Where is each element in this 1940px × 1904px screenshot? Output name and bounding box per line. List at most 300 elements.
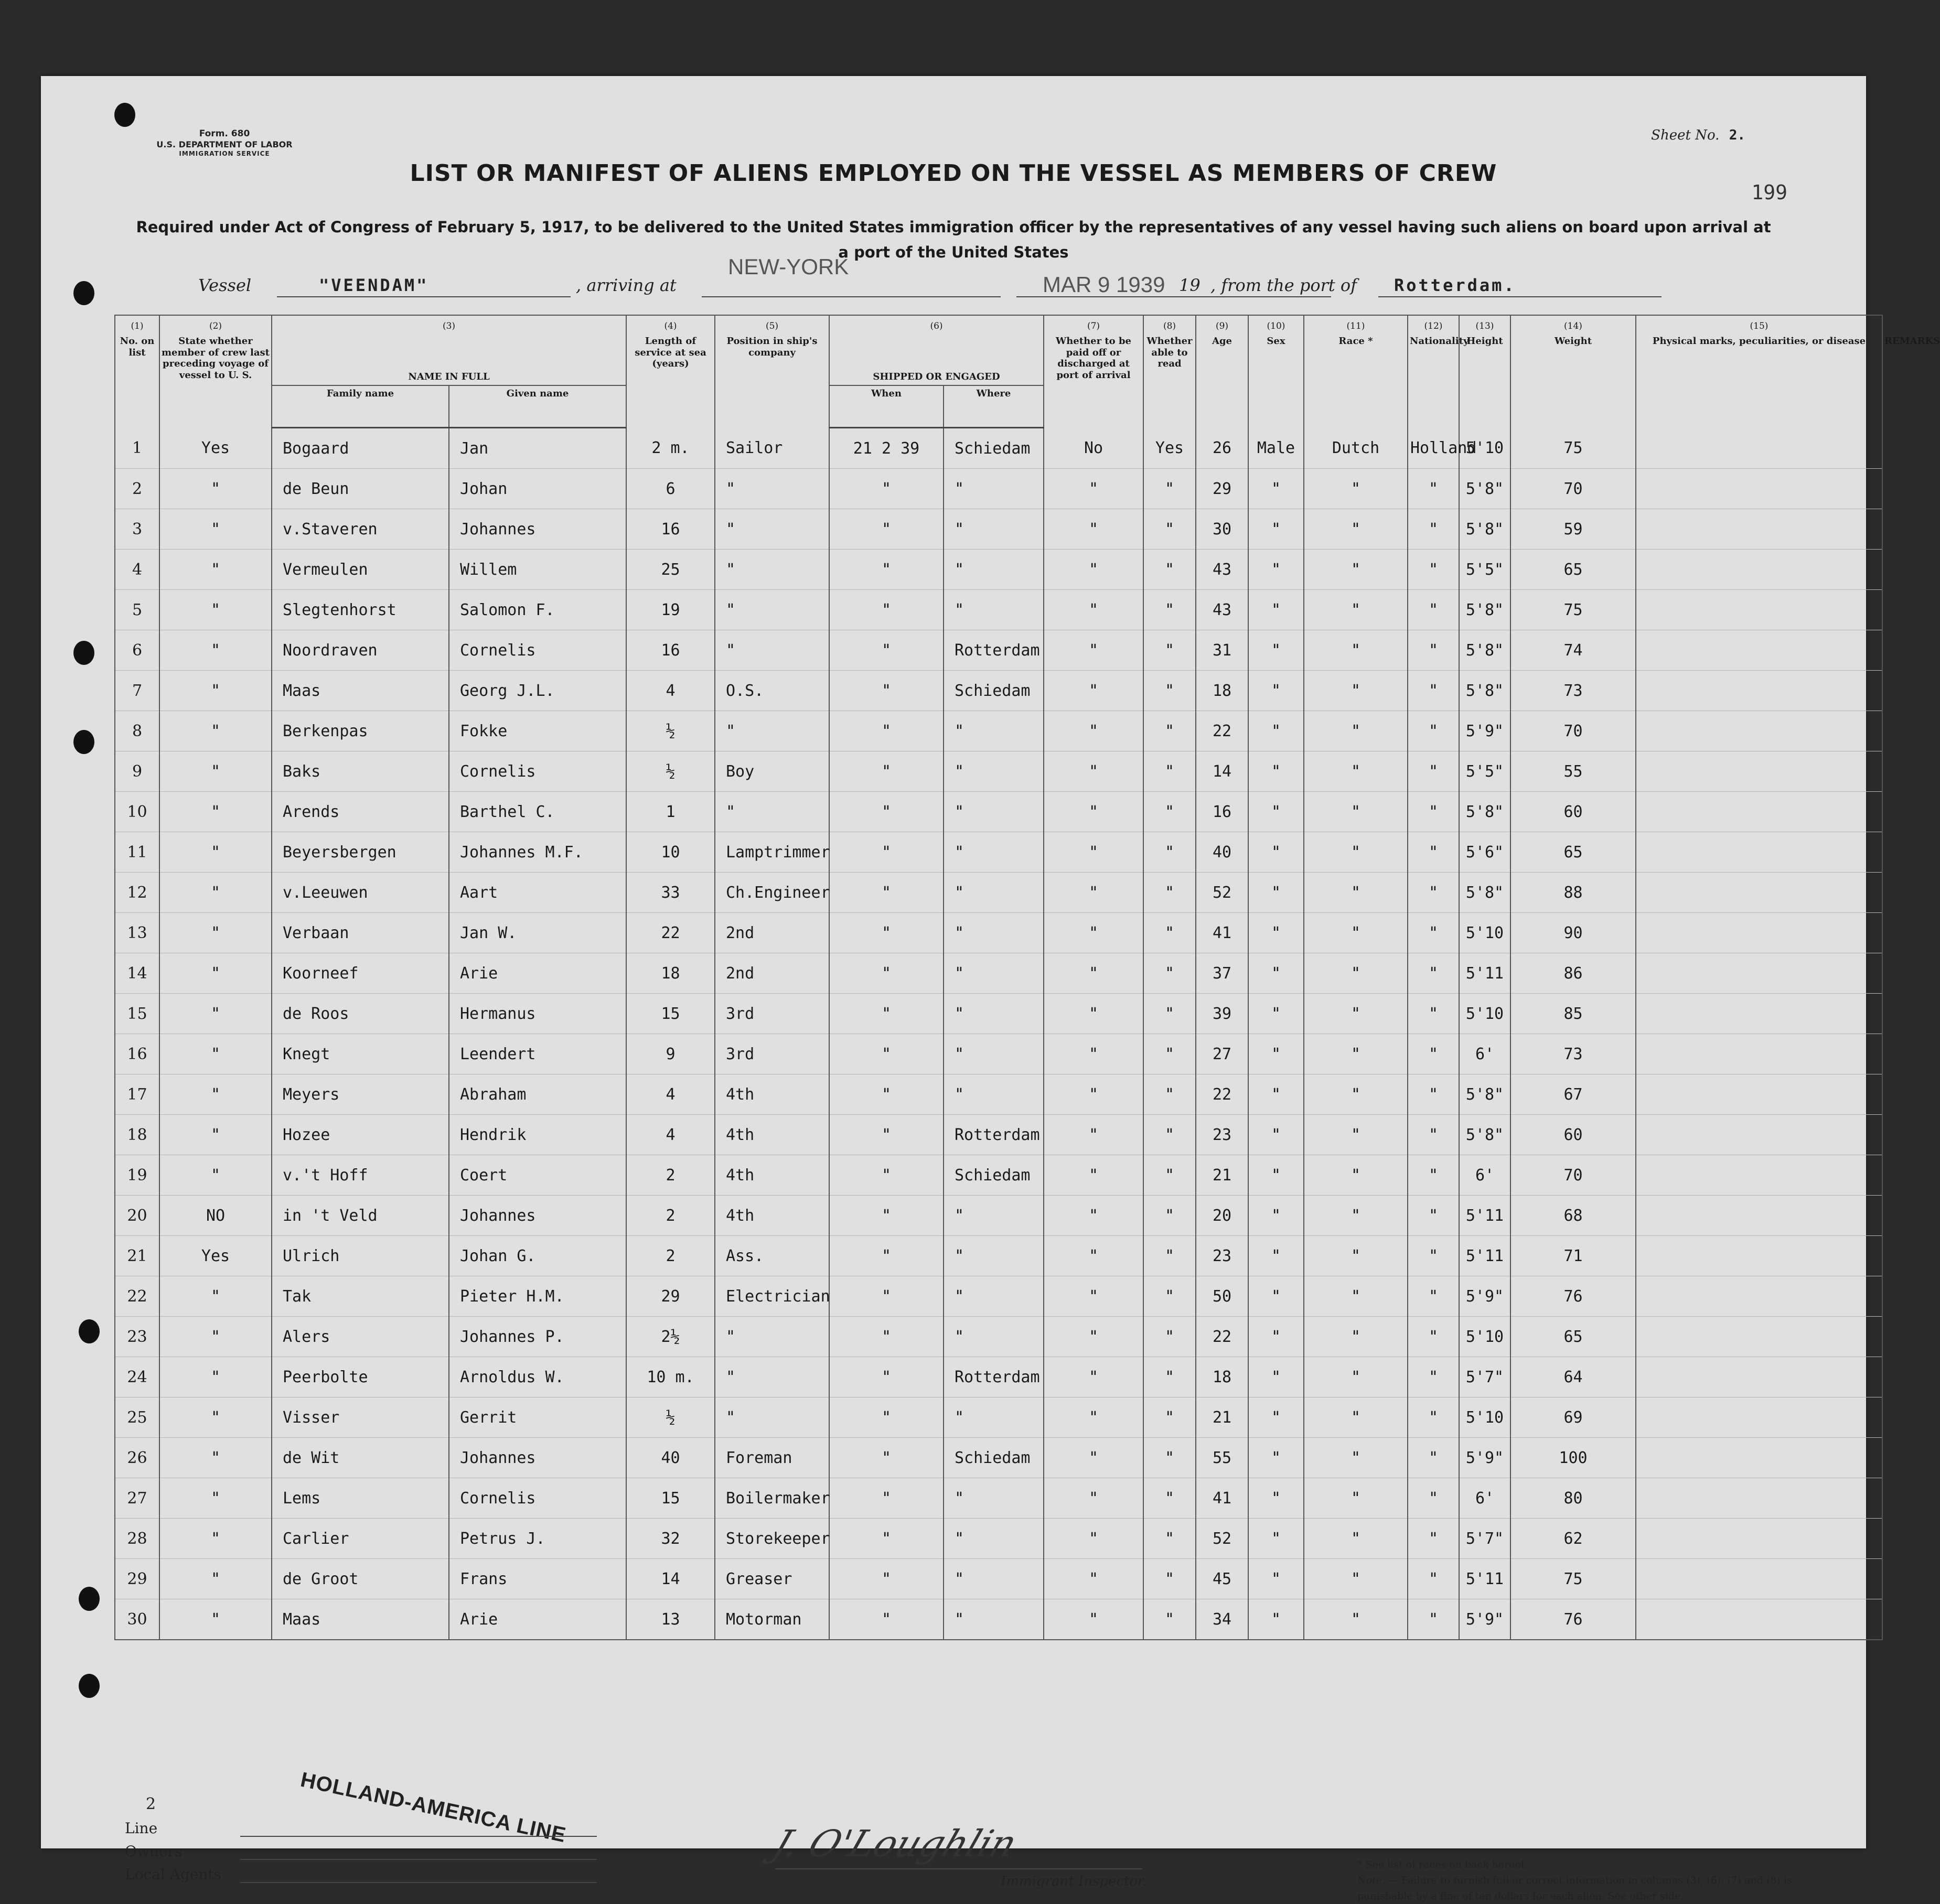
- paid-off-cell: ": [1044, 1519, 1143, 1559]
- sex-cell: ": [1248, 1034, 1304, 1074]
- member-previous-cell: ": [159, 1034, 272, 1074]
- able-read-cell: ": [1143, 1519, 1196, 1559]
- family-name-cell: Maas: [272, 671, 449, 711]
- position-cell: 4th: [715, 1074, 829, 1115]
- where-cell: ": [944, 1519, 1044, 1559]
- service-cell: 19: [626, 590, 715, 630]
- sheet-number: [1651, 127, 1745, 143]
- when-cell: ": [829, 1276, 944, 1317]
- height-cell: 6': [1459, 1155, 1510, 1196]
- race-cell: ": [1304, 1155, 1408, 1196]
- crew-row: [115, 671, 1882, 711]
- footnotes: [1357, 1857, 1808, 1904]
- age-cell: 22: [1196, 711, 1248, 751]
- position-cell: 2nd: [715, 913, 829, 953]
- position-cell: 4th: [715, 1196, 829, 1236]
- weight-cell: 70: [1510, 1155, 1636, 1196]
- crew-row: [115, 550, 1882, 590]
- member-previous-cell: ": [159, 1599, 272, 1640]
- member-previous-cell: ": [159, 711, 272, 751]
- age-cell: 21: [1196, 1397, 1248, 1438]
- header-race: Race *: [1304, 334, 1408, 428]
- height-cell: 5'10: [1459, 1317, 1510, 1357]
- service-cell: 2: [626, 1155, 715, 1196]
- header-name-in-full: NAME IN FULL: [272, 334, 626, 385]
- header-position: Position in ship's company: [715, 334, 829, 428]
- sex-cell: ": [1248, 1559, 1304, 1599]
- position-cell: ": [715, 792, 829, 832]
- paid-off-cell: ": [1044, 792, 1143, 832]
- service-cell: 14: [626, 1559, 715, 1599]
- nationality-cell: ": [1408, 1357, 1459, 1397]
- nationality-cell: ": [1408, 994, 1459, 1034]
- row-number: 28: [115, 1519, 159, 1559]
- weight-cell: 68: [1510, 1196, 1636, 1236]
- row-number: 17: [115, 1074, 159, 1115]
- service-cell: 4: [626, 1074, 715, 1115]
- header-member-previous: State whether member of crew last preceding voyage of vessel to U. S.: [159, 334, 272, 428]
- family-name-cell: Verbaan: [272, 913, 449, 953]
- member-previous-cell: ": [159, 873, 272, 913]
- page-subtitle: Required under Act of Congress of February 5, 1917, to be delivered to the United States immigration officer by the representatives of any vessel having such aliens on board upon arrival at a port of the United States: [136, 218, 1771, 261]
- nationality-cell: ": [1408, 1397, 1459, 1438]
- age-cell: 18: [1196, 671, 1248, 711]
- nationality-cell: ": [1408, 1236, 1459, 1276]
- header-weight: Weight: [1510, 334, 1636, 428]
- where-cell: ": [944, 1034, 1044, 1074]
- height-cell: 5'7": [1459, 1357, 1510, 1397]
- race-cell: ": [1304, 1236, 1408, 1276]
- member-previous-cell: ": [159, 671, 272, 711]
- sex-cell: Male: [1248, 428, 1304, 469]
- line-label: Line: [125, 1820, 158, 1837]
- paid-off-cell: ": [1044, 1115, 1143, 1155]
- col-num-4: (4): [626, 315, 715, 334]
- row-number: 10: [115, 792, 159, 832]
- crew-row: [115, 1317, 1882, 1357]
- height-cell: 5'8": [1459, 590, 1510, 630]
- year-suffix: 19: [1179, 275, 1201, 295]
- arriving-label: , arriving at: [576, 275, 677, 295]
- weight-cell: 75: [1510, 1559, 1636, 1599]
- able-read-cell: ": [1143, 1236, 1196, 1276]
- col-num-5: (5): [715, 315, 829, 334]
- race-cell: ": [1304, 1519, 1408, 1559]
- paid-off-cell: ": [1044, 873, 1143, 913]
- family-name-cell: Tak: [272, 1276, 449, 1317]
- nationality-cell: ": [1408, 550, 1459, 590]
- sex-cell: ": [1248, 1236, 1304, 1276]
- family-name-cell: in 't Veld: [272, 1196, 449, 1236]
- when-cell: ": [829, 913, 944, 953]
- where-cell: ": [944, 1559, 1044, 1599]
- row-number: 2: [115, 469, 159, 509]
- member-previous-cell: ": [159, 1438, 272, 1478]
- weight-cell: 65: [1510, 550, 1636, 590]
- form-number: Form. 680: [199, 128, 250, 139]
- nationality-cell: ": [1408, 590, 1459, 630]
- race-cell: ": [1304, 671, 1408, 711]
- given-name-cell: Hermanus: [449, 994, 626, 1034]
- paid-off-cell: ": [1044, 711, 1143, 751]
- age-cell: 41: [1196, 913, 1248, 953]
- able-read-cell: ": [1143, 1155, 1196, 1196]
- sex-cell: ": [1248, 1478, 1304, 1519]
- vessel-underline: [277, 296, 571, 297]
- paid-off-cell: ": [1044, 550, 1143, 590]
- service-cell: 33: [626, 873, 715, 913]
- row-number: 19: [115, 1155, 159, 1196]
- age-cell: 23: [1196, 1236, 1248, 1276]
- header-paid-off: Whether to be paid off or discharged at port of arrival: [1044, 334, 1143, 428]
- race-cell: ": [1304, 711, 1408, 751]
- where-cell: ": [944, 994, 1044, 1034]
- row-number: 25: [115, 1397, 159, 1438]
- height-cell: 5'11: [1459, 1236, 1510, 1276]
- sex-cell: ": [1248, 751, 1304, 792]
- binder-hole: [73, 641, 94, 665]
- signature-line: [775, 1868, 1142, 1869]
- member-previous-cell: ": [159, 590, 272, 630]
- where-cell: Rotterdam: [944, 630, 1044, 671]
- col-num-3: (3): [272, 315, 626, 334]
- sex-cell: ": [1248, 1599, 1304, 1640]
- crew-row: [115, 1276, 1882, 1317]
- given-name-cell: Coert: [449, 1155, 626, 1196]
- height-cell: 5'10: [1459, 913, 1510, 953]
- crew-manifest-table: [114, 315, 1940, 1640]
- given-name-cell: Jan W.: [449, 913, 626, 953]
- row-number: 8: [115, 711, 159, 751]
- given-name-cell: Johannes: [449, 509, 626, 550]
- age-cell: 52: [1196, 873, 1248, 913]
- crew-row: [115, 1519, 1882, 1559]
- member-previous-cell: ": [159, 1478, 272, 1519]
- weight-cell: 74: [1510, 630, 1636, 671]
- paid-off-cell: ": [1044, 590, 1143, 630]
- service-cell: 1: [626, 792, 715, 832]
- binder-hole: [73, 730, 94, 754]
- nationality-cell: ": [1408, 1276, 1459, 1317]
- crew-row: [115, 469, 1882, 509]
- race-cell: ": [1304, 953, 1408, 994]
- header-shipped-or-engaged: SHIPPED OR ENGAGED: [829, 334, 1044, 385]
- date-stamp: MAR 9 1939: [1043, 272, 1165, 297]
- row-number: 22: [115, 1276, 159, 1317]
- age-cell: 41: [1196, 1478, 1248, 1519]
- able-read-cell: ": [1143, 1196, 1196, 1236]
- age-cell: 50: [1196, 1276, 1248, 1317]
- crew-row: [115, 1397, 1882, 1438]
- given-name-cell: Cornelis: [449, 630, 626, 671]
- physical-marks-cell: [1636, 671, 1882, 711]
- paid-off-cell: ": [1044, 1438, 1143, 1478]
- sheet-label: Sheet No.: [1651, 127, 1720, 143]
- service-cell: 13: [626, 1599, 715, 1640]
- sex-cell: ": [1248, 1155, 1304, 1196]
- note-text: — Failure to furnish full or correct information in columns (3), (6), (7) and (8) is punishable by a fine of ten dollars for each alien. See other side.: [1357, 1875, 1792, 1902]
- family-name-cell: Noordraven: [272, 630, 449, 671]
- position-cell: Boilermaker: [715, 1478, 829, 1519]
- given-name-cell: Frans: [449, 1559, 626, 1599]
- paid-off-cell: ": [1044, 630, 1143, 671]
- crew-row: [115, 509, 1882, 550]
- crew-row: [115, 1478, 1882, 1519]
- physical-marks-cell: [1636, 1115, 1882, 1155]
- family-name-cell: Peerbolte: [272, 1357, 449, 1397]
- paid-off-cell: ": [1044, 1196, 1143, 1236]
- weight-cell: 59: [1510, 509, 1636, 550]
- given-name-cell: Johannes M.F.: [449, 832, 626, 873]
- weight-cell: 70: [1510, 469, 1636, 509]
- position-cell: ": [715, 630, 829, 671]
- height-cell: 5'9": [1459, 1276, 1510, 1317]
- member-previous-cell: ": [159, 1357, 272, 1397]
- weight-cell: 76: [1510, 1276, 1636, 1317]
- col-num-2: (2): [159, 315, 272, 334]
- sex-cell: ": [1248, 711, 1304, 751]
- race-cell: ": [1304, 1599, 1408, 1640]
- where-cell: ": [944, 590, 1044, 630]
- col-num-6: (6): [829, 315, 1044, 334]
- row-number: 18: [115, 1115, 159, 1155]
- race-cell: ": [1304, 792, 1408, 832]
- position-cell: ": [715, 469, 829, 509]
- weight-cell: 60: [1510, 792, 1636, 832]
- sex-cell: ": [1248, 1317, 1304, 1357]
- height-cell: 5'10: [1459, 428, 1510, 469]
- age-cell: 55: [1196, 1438, 1248, 1478]
- service-cell: ½: [626, 751, 715, 792]
- paid-off-cell: ": [1044, 509, 1143, 550]
- col-num-13: (13): [1459, 315, 1510, 334]
- given-name-cell: Hendrik: [449, 1115, 626, 1155]
- race-cell: ": [1304, 1397, 1408, 1438]
- member-previous-cell: ": [159, 994, 272, 1034]
- vessel-label: Vessel: [198, 275, 252, 295]
- age-cell: 23: [1196, 1115, 1248, 1155]
- row-number: 9: [115, 751, 159, 792]
- owners-underline: [240, 1859, 597, 1860]
- family-name-cell: de Beun: [272, 469, 449, 509]
- age-cell: 31: [1196, 630, 1248, 671]
- crew-row: [115, 913, 1882, 953]
- paid-off-cell: ": [1044, 1397, 1143, 1438]
- nationality-cell: ": [1408, 1155, 1459, 1196]
- weight-cell: 86: [1510, 953, 1636, 994]
- service-cell: 4: [626, 671, 715, 711]
- row-number: 21: [115, 1236, 159, 1276]
- sex-cell: ": [1248, 550, 1304, 590]
- crew-row: [115, 792, 1882, 832]
- sex-cell: ": [1248, 590, 1304, 630]
- col-num-10: (10): [1248, 315, 1304, 334]
- able-read-cell: ": [1143, 1599, 1196, 1640]
- race-cell: Dutch: [1304, 428, 1408, 469]
- family-name-cell: de Roos: [272, 994, 449, 1034]
- weight-cell: 100: [1510, 1438, 1636, 1478]
- service-name: IMMIGRATION SERVICE: [179, 150, 270, 158]
- height-cell: 5'6": [1459, 832, 1510, 873]
- sex-cell: ": [1248, 873, 1304, 913]
- nationality-cell: ": [1408, 953, 1459, 994]
- nationality-cell: ": [1408, 832, 1459, 873]
- when-cell: ": [829, 873, 944, 913]
- member-previous-cell: ": [159, 1276, 272, 1317]
- member-previous-cell: ": [159, 630, 272, 671]
- row-number: 29: [115, 1559, 159, 1599]
- inspector-label: Immigrant Inspector.: [1001, 1874, 1147, 1889]
- able-read-cell: ": [1143, 953, 1196, 994]
- header-length-of-service: Length of service at sea (years): [626, 334, 715, 428]
- nationality-cell: ": [1408, 1034, 1459, 1074]
- crew-row: [115, 1074, 1882, 1115]
- physical-marks-cell: [1636, 1034, 1882, 1074]
- crew-row: [115, 994, 1882, 1034]
- weight-cell: 60: [1510, 1115, 1636, 1155]
- binder-hole: [79, 1587, 100, 1611]
- when-cell: ": [829, 1115, 944, 1155]
- where-cell: ": [944, 711, 1044, 751]
- paid-off-cell: ": [1044, 1478, 1143, 1519]
- family-name-cell: Bogaard: [272, 428, 449, 469]
- family-name-cell: de Groot: [272, 1559, 449, 1599]
- age-cell: 52: [1196, 1519, 1248, 1559]
- physical-marks-cell: [1636, 1357, 1882, 1397]
- crew-row: [115, 1115, 1882, 1155]
- header-nationality: Nationality: [1408, 334, 1459, 428]
- height-cell: 5'9": [1459, 1438, 1510, 1478]
- given-name-cell: Arnoldus W.: [449, 1357, 626, 1397]
- weight-cell: 75: [1510, 428, 1636, 469]
- where-cell: ": [944, 1317, 1044, 1357]
- nationality-cell: ": [1408, 1438, 1459, 1478]
- nationality-cell: ": [1408, 469, 1459, 509]
- when-cell: ": [829, 1074, 944, 1115]
- position-cell: ": [715, 1357, 829, 1397]
- position-cell: Boy: [715, 751, 829, 792]
- sex-cell: ": [1248, 913, 1304, 953]
- row-number: 5: [115, 590, 159, 630]
- when-cell: ": [829, 1155, 944, 1196]
- race-cell: ": [1304, 630, 1408, 671]
- crew-row: [115, 953, 1882, 994]
- weight-cell: 73: [1510, 671, 1636, 711]
- age-cell: 26: [1196, 428, 1248, 469]
- family-name-cell: v.Staveren: [272, 509, 449, 550]
- family-name-cell: Visser: [272, 1397, 449, 1438]
- when-cell: ": [829, 1599, 944, 1640]
- nationality-cell: ": [1408, 1115, 1459, 1155]
- row-number: 30: [115, 1599, 159, 1640]
- where-cell: ": [944, 792, 1044, 832]
- member-previous-cell: ": [159, 1115, 272, 1155]
- form-identifier: [130, 128, 319, 158]
- paid-off-cell: ": [1044, 1074, 1143, 1115]
- height-cell: 5'11: [1459, 1559, 1510, 1599]
- line-company-stamp: HOLLAND-AMERICA LINE: [298, 1768, 569, 1847]
- race-cell: ": [1304, 509, 1408, 550]
- paid-off-cell: ": [1044, 832, 1143, 873]
- sex-cell: ": [1248, 1115, 1304, 1155]
- header-row-top: No. on list State whether member of crew last preceding voyage of vessel to U. S. NAME IN FULL Length of service at sea (years) Position in ship's company SHIPPED OR ENGAGED Whether to be paid off or discharged at port of arrival Whether able to read Age Sex Race * Nationality Height Weight Physical marks, peculiarities, or disease REMARKS: [115, 334, 1882, 385]
- physical-marks-cell: [1636, 1196, 1882, 1236]
- age-cell: 40: [1196, 832, 1248, 873]
- when-cell: ": [829, 711, 944, 751]
- family-name-cell: Ulrich: [272, 1236, 449, 1276]
- paid-off-cell: ": [1044, 1357, 1143, 1397]
- given-name-cell: Willem: [449, 550, 626, 590]
- member-previous-cell: ": [159, 832, 272, 873]
- physical-marks-cell: [1636, 469, 1882, 509]
- member-previous-cell: ": [159, 1559, 272, 1599]
- sex-cell: ": [1248, 832, 1304, 873]
- given-name-cell: Aart: [449, 873, 626, 913]
- given-name-cell: Johan G.: [449, 1236, 626, 1276]
- position-cell: ": [715, 550, 829, 590]
- race-cell: ": [1304, 1196, 1408, 1236]
- family-name-cell: Berkenpas: [272, 711, 449, 751]
- paid-off-cell: ": [1044, 1599, 1143, 1640]
- height-cell: 5'11: [1459, 1196, 1510, 1236]
- able-read-cell: ": [1143, 873, 1196, 913]
- position-cell: ": [715, 711, 829, 751]
- position-cell: Foreman: [715, 1438, 829, 1478]
- crew-row: [115, 1034, 1882, 1074]
- race-cell: ": [1304, 1115, 1408, 1155]
- nationality-cell: ": [1408, 1074, 1459, 1115]
- crew-row: [115, 1236, 1882, 1276]
- age-cell: 30: [1196, 509, 1248, 550]
- member-previous-cell: ": [159, 550, 272, 590]
- given-name-cell: Arie: [449, 1599, 626, 1640]
- weight-cell: 67: [1510, 1074, 1636, 1115]
- position-cell: 4th: [715, 1115, 829, 1155]
- family-name-cell: Maas: [272, 1599, 449, 1640]
- manifest-sheet: [41, 76, 1940, 1902]
- member-previous-cell: ": [159, 1074, 272, 1115]
- arriving-underline: [702, 296, 1001, 297]
- header-given-name: Given name: [449, 385, 626, 428]
- paid-off-cell: ": [1044, 953, 1143, 994]
- age-cell: 27: [1196, 1034, 1248, 1074]
- where-cell: ": [944, 1478, 1044, 1519]
- able-read-cell: ": [1143, 671, 1196, 711]
- member-previous-cell: ": [159, 913, 272, 953]
- weight-cell: 76: [1510, 1599, 1636, 1640]
- age-cell: 22: [1196, 1074, 1248, 1115]
- inspector-signature: J. O'Loughlin: [767, 1822, 1023, 1865]
- member-previous-cell: NO: [159, 1196, 272, 1236]
- service-cell: ½: [626, 1397, 715, 1438]
- vessel-line: [198, 254, 1667, 312]
- sex-cell: ": [1248, 792, 1304, 832]
- member-previous-cell: ": [159, 469, 272, 509]
- given-name-cell: Gerrit: [449, 1397, 626, 1438]
- binder-hole: [114, 103, 135, 127]
- crew-row: [115, 428, 1882, 469]
- weight-cell: 65: [1510, 1317, 1636, 1357]
- sex-cell: ": [1248, 1357, 1304, 1397]
- physical-marks-cell: [1636, 792, 1882, 832]
- able-read-cell: ": [1143, 711, 1196, 751]
- crew-row: [115, 1599, 1882, 1640]
- position-cell: Greaser: [715, 1559, 829, 1599]
- nationality-cell: ": [1408, 751, 1459, 792]
- service-cell: 18: [626, 953, 715, 994]
- when-cell: ": [829, 1196, 944, 1236]
- able-read-cell: ": [1143, 1438, 1196, 1478]
